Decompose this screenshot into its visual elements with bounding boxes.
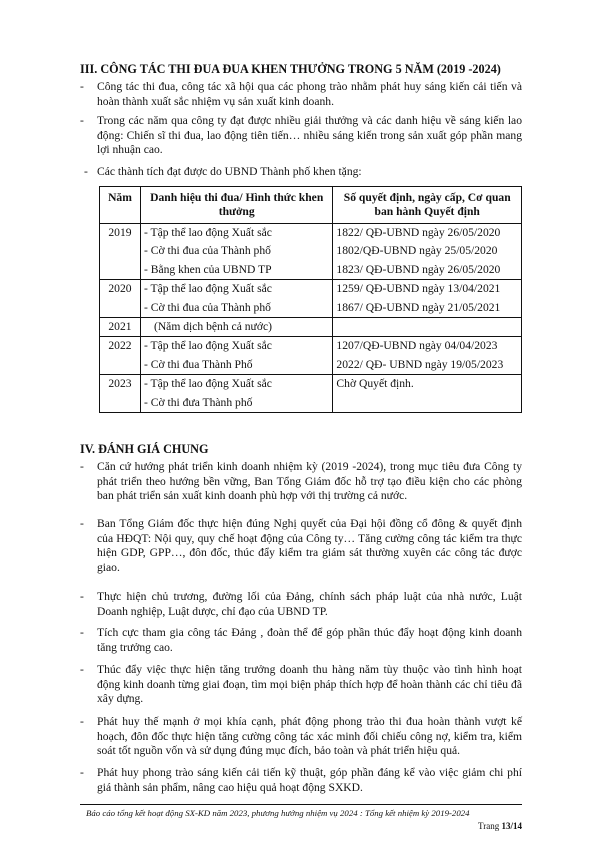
footer-divider — [80, 804, 522, 805]
col-header-year: Năm — [100, 187, 141, 224]
awards-table — [99, 186, 522, 413]
table-header-row — [100, 187, 522, 224]
col-header-award: Danh hiệu thi đua/ Hình thức khen thưởng — [140, 187, 332, 224]
section-4-bullet: - Thúc đẩy việc thực hiện tăng trưởng doanh thu hàng năm tùy thuộc vào tình hình hoạt động kinh doanh từng giai đoạn, tìm mọi biện pháp thích hợp để hoàn thành các chỉ tiêu đã xây dựng. — [80, 663, 522, 705]
section-3-bullet: - Công tác thi đua, công tác xã hội qua các phong trào nhằm phát huy sáng kiến cải tiến và hoàn thành xuất sắc nhiệm vụ sản xuất kinh doanh. — [80, 80, 522, 108]
footer-text: Báo cáo tổng kết hoạt động SX-KD năm 2023, phương hướng nhiệm vụ 2024 : Tổng kết nhiệm kỳ 2019-2024 — [86, 808, 470, 818]
section-4-bullet: - Ban Tổng Giám đốc thực hiện đúng Nghị quyết của Đại hội đồng cổ đông & quyết định của HĐQT: Nội quy, quy chế hoạt động của Công ty… Tăng cường công tác kiểm tra thực hiện GDP, GPP…, đôn đốc, thúc đẩy kiểm tra giám sát thường xuyên các công tác được giao. — [80, 517, 522, 574]
table-row: 2023 - Tập thể lao động Xuất sắc - Cờ thi đưa Thành phố Chờ Quyết định. — [100, 375, 522, 413]
col-header-decision: Số quyết định, ngày cấp, Cơ quan ban hành Quyết định — [333, 187, 522, 224]
page-number: Trang 13/14 — [478, 821, 522, 831]
section-3-bullet: - Trong các năm qua công ty đạt được nhiều giải thưởng và các danh hiệu về sáng kiến lao động: Chiến sĩ thi đua, lao động tiên tiến… nhiều sáng kiến trong sản xuất góp phần mang lợi nhuận cao. — [80, 114, 522, 156]
table-row: 2020 - Tập thể lao động Xuất sắc - Cờ thi đua của Thành phố 1259/ QĐ-UBND ngày 13/04/2021 1867/ QĐ-UBND ngày 21/05/2021 — [100, 280, 522, 318]
section-4-bullet: - Phát huy thế mạnh ở mọi khía cạnh, phát động phong trào thi đua hoàn thành vượt kế hoạch, đôn đốc thực hiện tăng cường công tác xác minh đối chiếu công nợ, kiểm tra, kiểm soát tốt nguồn vốn và sử dụng đúng mục đích, bảo toàn và phát triển hiệu quả. — [80, 715, 522, 757]
table-row: 2019 - Tập thể lao động Xuất sắc - Cờ thi đua của Thành phố - Bằng khen của UBND TP 1822/ QĐ-UBND ngày 26/05/2020 1802/QĐ-UBND ngày 25/05/2020 1823/ QĐ-UBND ngày 26/05/2020 — [100, 224, 522, 280]
section-4-bullet: - Phát huy phong trào sáng kiến cải tiến kỹ thuật, góp phần đáng kể vào việc giảm chi phí giá thành sản phẩm, nâng cao hiệu quả hoạt động SXKD. — [80, 766, 522, 794]
table-row: 2021 (Năm dịch bệnh cả nước) — [100, 318, 522, 337]
section-3-title: III. CÔNG TÁC THI ĐUA ĐUA KHEN THƯỞNG TRONG 5 NĂM (2019 -2024) — [80, 62, 501, 76]
table-row: 2022 - Tập thể lao động Xuất sắc - Cờ thi đua Thành Phố 1207/QĐ-UBND ngày 04/04/2023 2022/ QĐ- UBND ngày 19/05/2023 — [100, 337, 522, 375]
section-3-bullet: - Các thành tích đạt được do UBND Thành phố khen tặng: — [84, 165, 362, 178]
section-4-bullet: - Thực hiện chủ trương, đường lối của Đảng, chính sách pháp luật của nhà nước, Luật Doanh nghiệp, Luật dược, chỉ đạo của UBND TP. — [80, 590, 522, 618]
section-4-bullet: - Tích cực tham gia công tác Đảng , đoàn thể để góp phần thúc đẩy hoạt động kinh doanh tăng trưởng cao. — [80, 626, 522, 654]
section-4-title: IV. ĐÁNH GIÁ CHUNG — [80, 442, 209, 456]
section-4-bullet: - Căn cứ hướng phát triển kinh doanh nhiệm kỳ (2019 -2024), trong mục tiêu đưa Công ty phát triển theo hướng bền vững, Ban Tổng Giám đốc hỗ trợ tạo điều kiện cho các phòng ban phát triển sản xuất kinh doanh phù hợp với thị trường cả nước. — [80, 460, 522, 502]
